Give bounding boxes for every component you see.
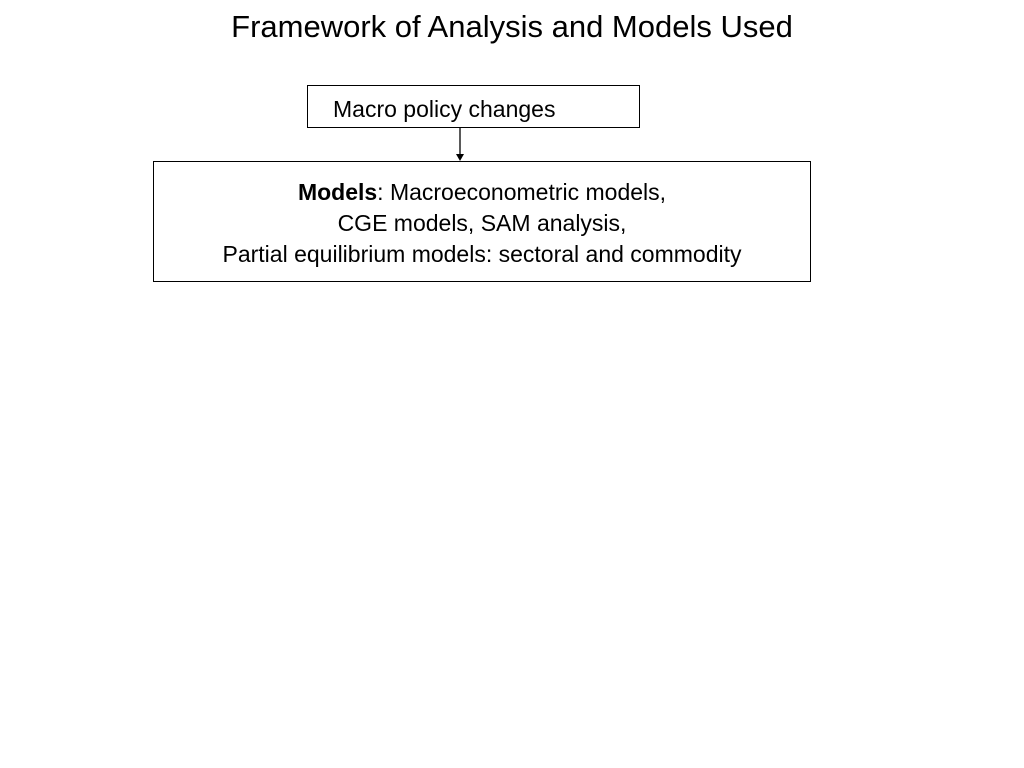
models-line-2: CGE models, SAM analysis, [337,210,627,236]
slide-title: Framework of Analysis and Models Used [231,9,793,44]
macro-policy-label: Macro policy changes [333,96,556,122]
down-arrow-icon [450,127,470,163]
models-box [153,161,811,282]
models-line-1 [154,177,810,208]
macro-policy-box [307,85,640,128]
models-line-1-rest: : Macroeconometric models, [377,179,667,205]
models-text [154,177,810,270]
models-line-3: Partial equilibrium models: sectoral and commodity [222,241,742,267]
arrow-head [456,154,464,161]
models-term: Models [297,179,378,205]
